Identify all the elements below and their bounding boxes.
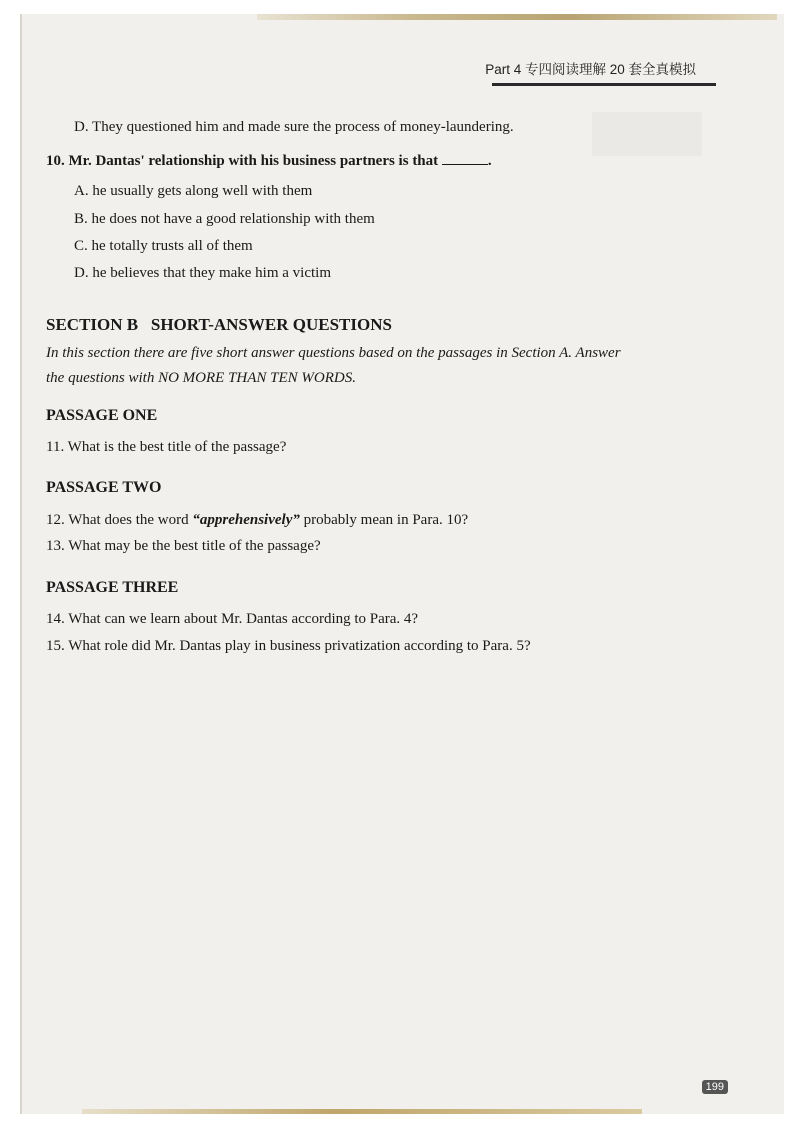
question-12-start: 12. What does the word	[46, 512, 189, 528]
q9-option-d: D. They questioned him and made sure the process of money-laundering.	[74, 119, 514, 135]
question-12-end: probably mean in Para. 10?	[303, 512, 469, 528]
q10-option-c: C. he totally trusts all of them	[74, 238, 253, 254]
bottom-edge-decoration	[82, 1109, 642, 1114]
question-12	[46, 511, 468, 530]
question-13: 13. What may be the best title of the passage?	[46, 538, 321, 554]
running-header: Part 4 专四阅读理解 20 套全真模拟	[485, 62, 696, 77]
q10-option-d: D. he believes that they make him a victim	[74, 265, 332, 281]
answer-blank	[442, 164, 488, 165]
header-rule	[492, 83, 716, 86]
page-number: 199	[702, 1080, 728, 1094]
top-edge-decoration	[257, 14, 777, 20]
section-b-instructions-2: the questions with NO MORE THAN TEN WORDS.	[46, 370, 356, 386]
q10-stem	[46, 152, 492, 171]
section-b-instructions-1: In this section there are five short answer questions based on the passages in Section A. Answer	[46, 345, 621, 361]
q10-option-b: B. he does not have a good relationship with them	[74, 211, 375, 227]
bleed-through-text	[52, 122, 732, 1022]
q10-stem-text: 10. Mr. Dantas' relationship with his business partners is that	[46, 153, 439, 169]
bleed-through-block	[592, 112, 702, 156]
question-14: 14. What can we learn about Mr. Dantas according to Para. 4?	[46, 611, 419, 627]
passage-three-heading: PASSAGE THREE	[46, 579, 179, 596]
q10-stem-end: .	[487, 153, 492, 169]
q10-option-a: A. he usually gets along well with them	[74, 183, 313, 199]
book-page	[20, 14, 784, 1114]
passage-one-heading: PASSAGE ONE	[46, 407, 158, 424]
passage-two-heading: PASSAGE TWO	[46, 479, 162, 496]
section-b-title: SECTION B SHORT-ANSWER QUESTIONS	[46, 315, 392, 334]
question-12-word: “apprehensively”	[192, 512, 300, 528]
question-15: 15. What role did Mr. Dantas play in business privatization according to Para. 5?	[46, 638, 531, 654]
question-11: 11. What is the best title of the passage?	[46, 439, 287, 455]
